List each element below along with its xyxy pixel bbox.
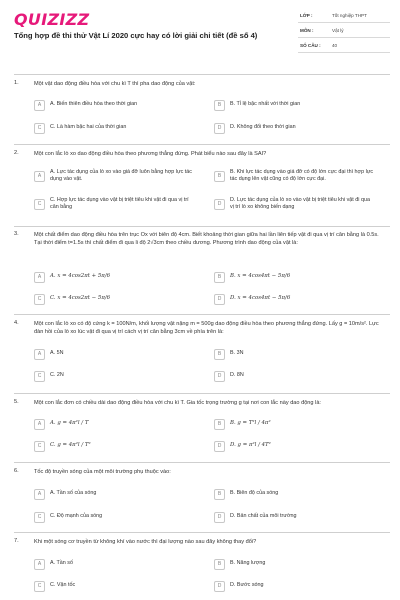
option-text: D. Bản chất của môi trường: [230, 513, 297, 520]
option-letter: D: [214, 371, 225, 382]
meta-value: Vật lý: [332, 27, 344, 33]
question-text: Một vật dao động điều hòa với chu kì T thì pha dao động của vật:: [34, 81, 196, 87]
option-text: B. Khi lực tác dụng vào giá đỡ có độ lớn cực đại thì hợp lực tác dụng lên vật cũng có độ lớn cực đại.: [230, 168, 374, 182]
option-letter: B: [214, 489, 225, 500]
question-text: Tốc độ truyền sóng của một môi trường phụ thuộc vào:: [34, 469, 171, 475]
option-text: B. x = 4cos4πt − 5π/6: [230, 273, 291, 280]
option-text: A. Biến thiên điều hòa theo thời gian: [50, 101, 138, 108]
question-3: [14, 231, 390, 311]
option-text: C. Vận tốc: [50, 582, 76, 589]
option-letter: C: [34, 371, 45, 382]
option-b[interactable]: [214, 486, 374, 502]
option-letter: C: [34, 581, 45, 592]
option-a[interactable]: [34, 166, 194, 186]
option-text: D. g = π²l / 4T²: [230, 442, 271, 449]
option-a[interactable]: [34, 346, 194, 362]
option-letter: A: [34, 171, 45, 182]
option-letter: B: [214, 349, 225, 360]
meta-table: [298, 8, 390, 53]
question-text: Một con lắc lò xo dao động điều hòa theo phương thẳng đứng. Phát biểu nào sau đây là SAI?: [34, 151, 267, 157]
document-title: Tổng hợp đề thi thử Vật Lí 2020 cực hay có lời giải chi tiết (đề số 4): [14, 31, 258, 40]
option-a[interactable]: [34, 97, 194, 113]
option-letter: D: [214, 123, 225, 134]
option-letter: C: [34, 199, 45, 210]
option-letter: D: [214, 581, 225, 592]
divider: [14, 226, 390, 227]
option-b[interactable]: [214, 556, 374, 572]
option-a[interactable]: [34, 556, 194, 572]
question-number: 7.: [14, 538, 19, 544]
question-text: Một con lắc lò xo có độ cứng k = 100N/m, khối lượng vật nặng m = 500g dao động điều hòa theo phương thẳng đứng. Lấy g = 10m/s². Lực đàn hồi của lò xo lúc vật đi qua vị trí cách vị trí cân bằng 3cm về phía trên là:: [34, 321, 379, 336]
option-letter: C: [34, 123, 45, 134]
option-c[interactable]: [34, 368, 194, 384]
option-b[interactable]: [214, 416, 374, 432]
option-text: D. x = 4cos4πt − 5π/6: [230, 295, 291, 302]
option-text: A. Tần số của sóng: [50, 490, 97, 497]
option-text: A. 5N: [50, 350, 64, 357]
option-text: A. Lực tác dụng của lò xo vào giá đỡ luôn bằng hợp lực tác dụng vào vật.: [50, 168, 192, 182]
option-d[interactable]: [214, 120, 374, 136]
option-text: B. Tỉ lệ bậc nhất với thời gian: [230, 101, 301, 108]
question-number: 4.: [14, 320, 19, 326]
option-text: A. x = 4cos2πt + 5π/6: [50, 273, 111, 280]
option-text: C. x = 4cos2πt − 5π/6: [50, 295, 111, 302]
option-c[interactable]: [34, 438, 194, 454]
question-text: Một chất điểm dao động điều hòa trên trục Ox với biên độ 4cm. Biết khoảng thời gian giữa hai lần liên tiếp vật đi qua vị trí cân bằng là 0.5s. Tại thời điểm t=1.5s thì chất điểm đi qua li độ 2√3cm theo chiều dương. Phương trình dao động của vật là:: [34, 232, 379, 247]
option-letter: B: [214, 100, 225, 111]
option-text: D. Lực tác dụng của lò xo vào vật bị triệt tiêu khi vật đi qua vị trí lò xo không biến dạng: [230, 196, 370, 210]
question-text: Khi một sóng cơ truyền từ không khí vào nước thì đại lượng nào sau đây không thay đổi?: [34, 539, 257, 545]
option-text: B. Năng lượng: [230, 560, 266, 567]
option-d[interactable]: [214, 291, 374, 307]
divider: [14, 314, 390, 315]
option-text: C. Là hàm bậc hai của thời gian: [50, 124, 127, 131]
option-text: B. Biên độ của sóng: [230, 490, 279, 497]
question-2: [14, 150, 390, 222]
option-letter: A: [34, 349, 45, 360]
question-number: 3.: [14, 231, 19, 237]
option-text: C. 2N: [50, 372, 64, 379]
option-letter: D: [214, 199, 225, 210]
option-letter: C: [34, 294, 45, 305]
question-7: [14, 538, 390, 598]
option-text: D. Bước sóng: [230, 582, 264, 589]
option-letter: D: [214, 441, 225, 452]
divider: [14, 144, 390, 145]
quizizz-logo: QUIZIZZ: [14, 10, 90, 29]
meta-value: Tốt nghiệp THPT: [332, 12, 367, 18]
option-letter: D: [214, 512, 225, 523]
option-letter: B: [214, 419, 225, 430]
meta-row-class: [298, 8, 390, 23]
question-5: [14, 399, 390, 459]
option-letter: D: [214, 294, 225, 305]
option-letter: B: [214, 171, 225, 182]
question-number: 5.: [14, 399, 19, 405]
option-text: D. Không đổi theo thời gian: [230, 124, 296, 131]
option-text: C. Độ mạnh của sóng: [50, 513, 103, 520]
option-c[interactable]: [34, 120, 194, 136]
option-c[interactable]: [34, 194, 194, 214]
question-1: [14, 80, 390, 140]
meta-label: LỚP :: [300, 12, 313, 18]
option-letter: B: [214, 559, 225, 570]
option-a[interactable]: [34, 416, 194, 432]
option-d[interactable]: [214, 438, 374, 454]
option-letter: A: [34, 489, 45, 500]
option-b[interactable]: [214, 346, 374, 362]
option-c[interactable]: [34, 509, 194, 525]
meta-label: SỐ CÂU :: [300, 42, 321, 48]
option-text: A. Tần số: [50, 560, 73, 567]
question-4: [14, 320, 390, 390]
option-text: C. g = 4π²l / T²: [50, 442, 91, 449]
option-b[interactable]: [214, 269, 374, 285]
meta-row-count: [298, 38, 390, 53]
divider: [14, 74, 390, 75]
option-text: B. g = T²l / 4π²: [230, 420, 271, 427]
option-letter: A: [34, 559, 45, 570]
question-number: 6.: [14, 468, 19, 474]
option-d[interactable]: [214, 194, 374, 214]
option-letter: C: [34, 512, 45, 523]
option-d[interactable]: [214, 368, 374, 384]
option-letter: A: [34, 419, 45, 430]
option-text: A. g = 4π²l / T: [50, 420, 89, 427]
option-d[interactable]: [214, 578, 374, 594]
question-6: [14, 468, 390, 530]
option-letter: C: [34, 441, 45, 452]
question-text: Một con lắc đơn có chiều dài dao động điều hòa với chu kì T. Gia tốc trọng trường g tại nơi con lắc này dao động là:: [34, 400, 321, 406]
option-d[interactable]: [214, 509, 374, 525]
page-header: [0, 0, 400, 62]
meta-row-subject: [298, 23, 390, 38]
option-letter: A: [34, 100, 45, 111]
divider: [14, 462, 390, 463]
divider: [14, 393, 390, 394]
option-b[interactable]: [214, 166, 374, 186]
option-a[interactable]: [34, 486, 194, 502]
option-a[interactable]: [34, 269, 194, 285]
meta-value: 40: [332, 42, 338, 48]
option-c[interactable]: [34, 578, 194, 594]
option-text: C. Hợp lực tác dụng vào vật bị triệt tiêu khi vật đi qua vị trí cân bằng: [50, 196, 189, 210]
option-c[interactable]: [34, 291, 194, 307]
meta-label: MÔN :: [300, 27, 314, 33]
question-number: 2.: [14, 150, 19, 156]
option-text: D. 8N: [230, 372, 244, 379]
question-number: 1.: [14, 80, 19, 86]
divider: [14, 532, 390, 533]
option-text: B. 3N: [230, 350, 244, 357]
option-letter: A: [34, 272, 45, 283]
option-b[interactable]: [214, 97, 374, 113]
option-letter: B: [214, 272, 225, 283]
